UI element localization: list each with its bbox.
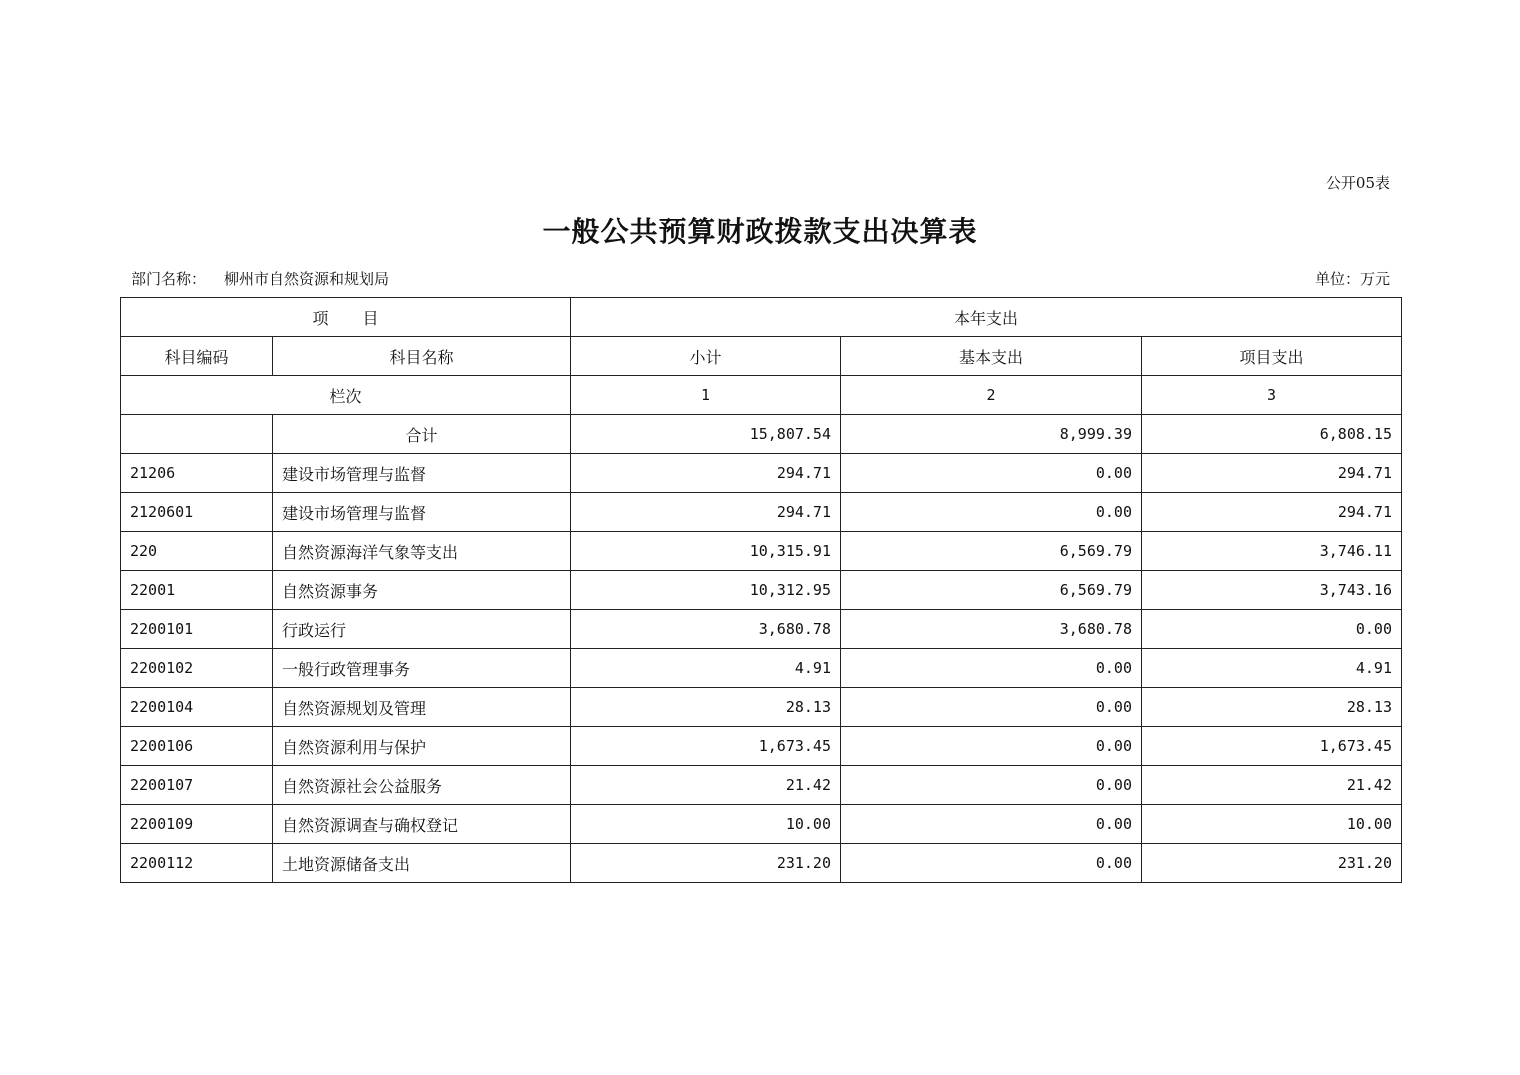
- row-basic: 0.00: [841, 805, 1142, 844]
- row-code: 22001: [121, 571, 273, 610]
- row-basic: 6,569.79: [841, 532, 1142, 571]
- header-code: 科目编码: [121, 337, 273, 376]
- table-row: [121, 532, 1402, 571]
- expenditure-table: [120, 297, 1402, 883]
- row-subtotal: 10,312.95: [571, 571, 841, 610]
- row-basic: 0.00: [841, 493, 1142, 532]
- header-subtotal: 小计: [571, 337, 841, 376]
- table-row: [121, 649, 1402, 688]
- form-number: 公开05表: [1325, 174, 1390, 192]
- header-current-year: 本年支出: [571, 298, 1402, 337]
- header-item-right: 目: [362, 308, 379, 328]
- column-index-3: 3: [1142, 376, 1402, 415]
- table-row: [121, 493, 1402, 532]
- row-subtotal: 4.91: [571, 649, 841, 688]
- row-project: 10.00: [1142, 805, 1402, 844]
- column-index-row: [121, 376, 1402, 415]
- row-basic: 6,569.79: [841, 571, 1142, 610]
- table-row: [121, 766, 1402, 805]
- row-subtotal: 21.42: [571, 766, 841, 805]
- header-row-2: [121, 337, 1402, 376]
- row-code: 2200104: [121, 688, 273, 727]
- row-name: 建设市场管理与监督: [273, 454, 571, 493]
- total-label: 合计: [273, 415, 571, 454]
- table-row: [121, 454, 1402, 493]
- column-index-2: 2: [841, 376, 1142, 415]
- table-row: [121, 610, 1402, 649]
- row-subtotal: 294.71: [571, 454, 841, 493]
- column-index-label: 栏次: [121, 376, 571, 415]
- unit-label: 单位：万元: [1314, 270, 1390, 288]
- row-subtotal: 294.71: [571, 493, 841, 532]
- row-subtotal: 1,673.45: [571, 727, 841, 766]
- row-project: 4.91: [1142, 649, 1402, 688]
- row-code: 2120601: [121, 493, 273, 532]
- row-name: 建设市场管理与监督: [273, 493, 571, 532]
- page-title: 一般公共预算财政拨款支出决算表: [542, 215, 978, 248]
- row-code: 2200112: [121, 844, 273, 883]
- row-code: 2200102: [121, 649, 273, 688]
- total-row: [121, 415, 1402, 454]
- header-item: [121, 298, 571, 337]
- table-row: [121, 688, 1402, 727]
- row-name: 自然资源社会公益服务: [273, 766, 571, 805]
- row-project: 28.13: [1142, 688, 1402, 727]
- row-subtotal: 3,680.78: [571, 610, 841, 649]
- row-code: 2200101: [121, 610, 273, 649]
- row-project: 294.71: [1142, 493, 1402, 532]
- total-basic: 8,999.39: [841, 415, 1142, 454]
- row-subtotal: 10.00: [571, 805, 841, 844]
- row-name: 土地资源储备支出: [273, 844, 571, 883]
- total-subtotal: 15,807.54: [571, 415, 841, 454]
- row-basic: 0.00: [841, 727, 1142, 766]
- row-name: 行政运行: [273, 610, 571, 649]
- header-name: 科目名称: [273, 337, 571, 376]
- table-row: [121, 805, 1402, 844]
- row-name: 自然资源利用与保护: [273, 727, 571, 766]
- header-item-left: 项: [312, 308, 329, 328]
- row-project: 0.00: [1142, 610, 1402, 649]
- row-name: 一般行政管理事务: [273, 649, 571, 688]
- row-basic: 0.00: [841, 649, 1142, 688]
- row-basic: 0.00: [841, 844, 1142, 883]
- row-basic: 0.00: [841, 688, 1142, 727]
- total-project: 6,808.15: [1142, 415, 1402, 454]
- header-project: 项目支出: [1142, 337, 1402, 376]
- total-code-cell: [121, 415, 273, 454]
- department-label: 部门名称：: [131, 270, 207, 288]
- row-project: 1,673.45: [1142, 727, 1402, 766]
- row-basic: 0.00: [841, 454, 1142, 493]
- row-subtotal: 28.13: [571, 688, 841, 727]
- row-subtotal: 10,315.91: [571, 532, 841, 571]
- row-name: 自然资源规划及管理: [273, 688, 571, 727]
- row-project: 294.71: [1142, 454, 1402, 493]
- row-code: 2200107: [121, 766, 273, 805]
- table-row: [121, 727, 1402, 766]
- row-code: 21206: [121, 454, 273, 493]
- row-name: 自然资源调查与确权登记: [273, 805, 571, 844]
- row-name: 自然资源事务: [273, 571, 571, 610]
- row-basic: 3,680.78: [841, 610, 1142, 649]
- row-project: 3,743.16: [1142, 571, 1402, 610]
- row-code: 2200109: [121, 805, 273, 844]
- row-code: 2200106: [121, 727, 273, 766]
- row-code: 220: [121, 532, 273, 571]
- header-row-1: [121, 298, 1402, 337]
- row-subtotal: 231.20: [571, 844, 841, 883]
- header-basic: 基本支出: [841, 337, 1142, 376]
- row-basic: 0.00: [841, 766, 1142, 805]
- row-project: 21.42: [1142, 766, 1402, 805]
- row-project: 3,746.11: [1142, 532, 1402, 571]
- department-line: [131, 268, 389, 289]
- column-index-1: 1: [571, 376, 841, 415]
- table-row: [121, 571, 1402, 610]
- row-name: 自然资源海洋气象等支出: [273, 532, 571, 571]
- row-project: 231.20: [1142, 844, 1402, 883]
- table-row: [121, 844, 1402, 883]
- department-value: 柳州市自然资源和规划局: [224, 270, 390, 288]
